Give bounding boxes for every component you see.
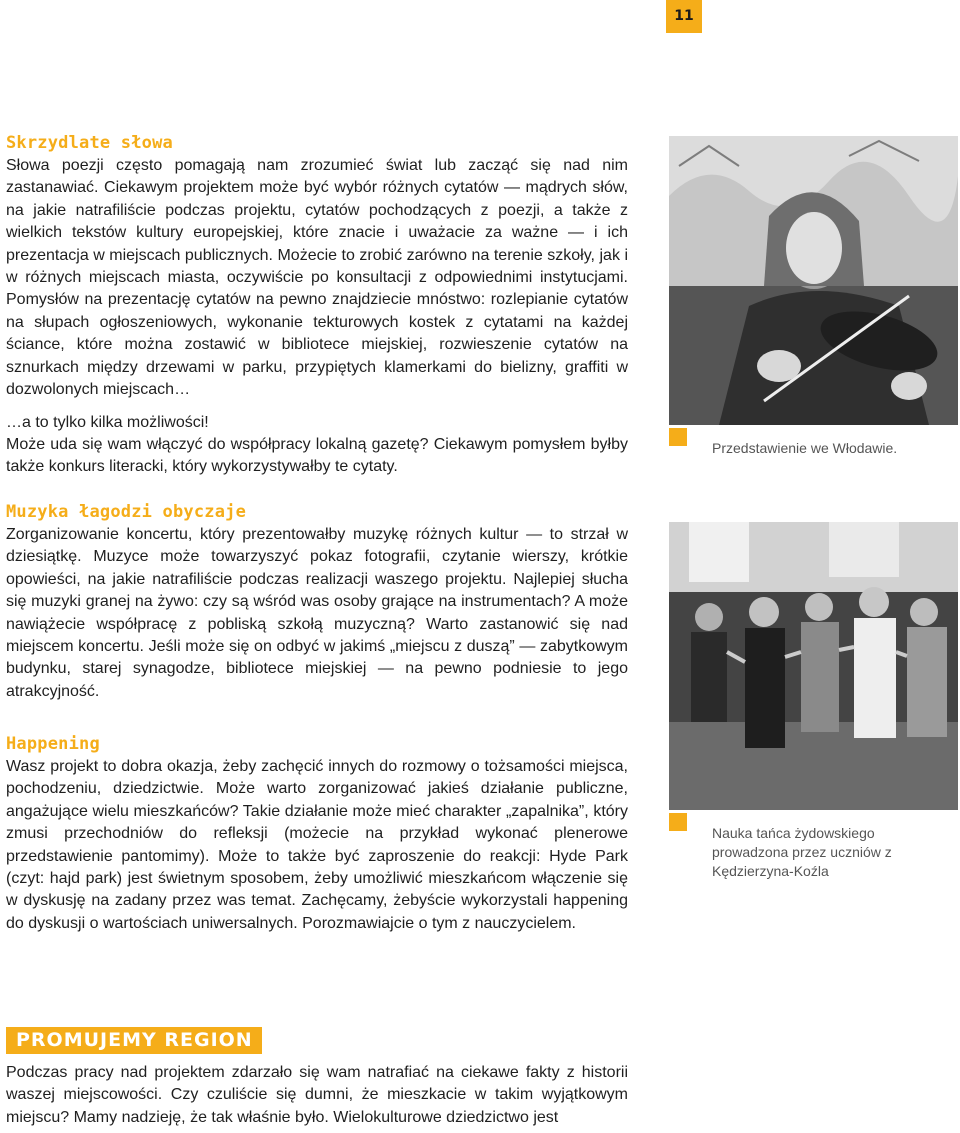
photo-violin-performance <box>669 136 958 425</box>
paragraph-mozliwosci: …a to tylko kilka możliwości! <box>6 414 209 431</box>
caption-dance: Nauka tańca żydowskiego prowadzona przez uczniów z Kędzierzyna-Koźla <box>712 825 892 879</box>
paragraph-skrzydlate-slowa: Słowa poezji często pomagają nam zrozumieć świat lub zacząć się nad nim zastanawiać. Ciekawym projektem może być wybór różnych cytatów — mądrych słów, na jakie natrafiliście podczas projektu, cytatów pochodzących z poezji, a także z wielkich tekstów kultury europejskiej, które znacie i uważacie za ważne — i ich prezentacja w miejscach publicznych. Możecie to zrobić zarówno na terenie szkoły, jak i w różnych miejscach miasta, oczywiście po konsultacji z odpowiednimi instytucjami. Pomysłów na prezentację cytatów na pewno znajdziecie mnóstwo: rozlepianie cytatów na słupach ogłoszeniowych, wykonanie tekturowych kostek z cytatami na każdej ściance, które można zostawić w bibliotece miejskiej, rozwieszenie cytatów na sznurkach między drzewami w parku, przypiętych klamerkami do bielizny, graffiti w dozwolonych miejscach… <box>6 157 628 399</box>
heading-happening: Happening <box>6 734 100 754</box>
caption-marker-violin <box>669 428 687 446</box>
photo-jewish-dance <box>669 522 958 810</box>
heading-skrzydlate-slowa: Skrzydlate słowa <box>6 133 173 153</box>
caption-violin: Przedstawienie we Włodawie. <box>712 440 898 456</box>
paragraph-happening: Wasz projekt to dobra okazja, żeby zachęcić innych do rozmowy o tożsamości miejsca, pochodzeniu, dziedzictwie. Może warto zorganizować jakieś działanie publiczne, angażujące wielu mieszkańców? Takie działanie może mieć charakter „zapalnika”, który zmusi przechodniów do refleksji (możecie na przykład wykonać plenerowe przedstawienie pantomimy). Może to także być zaproszenie do reakcji: Hyde Park (czyt: hajd park) jest świetnym sposobem, żeby umożliwić mieszkańcom włączenie się w dyskusję na zadany przez was temat. Zachęcamy, żebyście wykorzystali happening do dyskusji o wartościach uniwersalnych. Porozmawiajcie o tym z nauczycielem. <box>6 758 628 932</box>
dance-photo-image <box>669 522 958 810</box>
page-number: 11 <box>666 0 702 33</box>
heading-muzyka: Muzyka łagodzi obyczaje <box>6 502 247 522</box>
violin-photo-image <box>669 136 958 425</box>
paragraph-muzyka: Zorganizowanie koncertu, który prezentowałby muzykę różnych kultur — to strzał w dziesiątkę. Muzyce może towarzyszyć pokaz fotografii, czytanie wierszy, krótkie opowieści, na jakie natrafiliście podczas realizacji waszego projektu. Najlepiej słucha się muzyki granej na żywo: czy są wśród was osoby grające na instrumentach? A może nawiążecie współpracę z pobliską szkołą muzyczną? Warto zastanowić się nad miejscem koncertu. Jeśli może się on odbyć w jakimś „miejscu z duszą” — zabytkowym budynku, starej synagodze, bibliotece miejskiej — na pewno podniesie to jego atrakcyjność. <box>6 526 628 700</box>
paragraph-gazeta: Może uda się wam włączyć do współpracy lokalną gazetę? Ciekawym pomysłem byłby także konkurs literacki, który wykorzystywałby te cytaty. <box>6 436 628 476</box>
paragraph-region: Podczas pracy nad projektem zdarzało się wam natrafiać na ciekawe fakty z historii waszej miejscowości. Czy czuliście się dumni, że mieszkacie w takim wyjątkowym miejscu? Mamy nadzieję, że tak właśnie było. Wielokulturowe dziedzictwo jest <box>6 1064 628 1126</box>
banner-promujemy-region: PROMUJEMY REGION <box>6 1027 262 1054</box>
caption-marker-dance <box>669 813 687 831</box>
